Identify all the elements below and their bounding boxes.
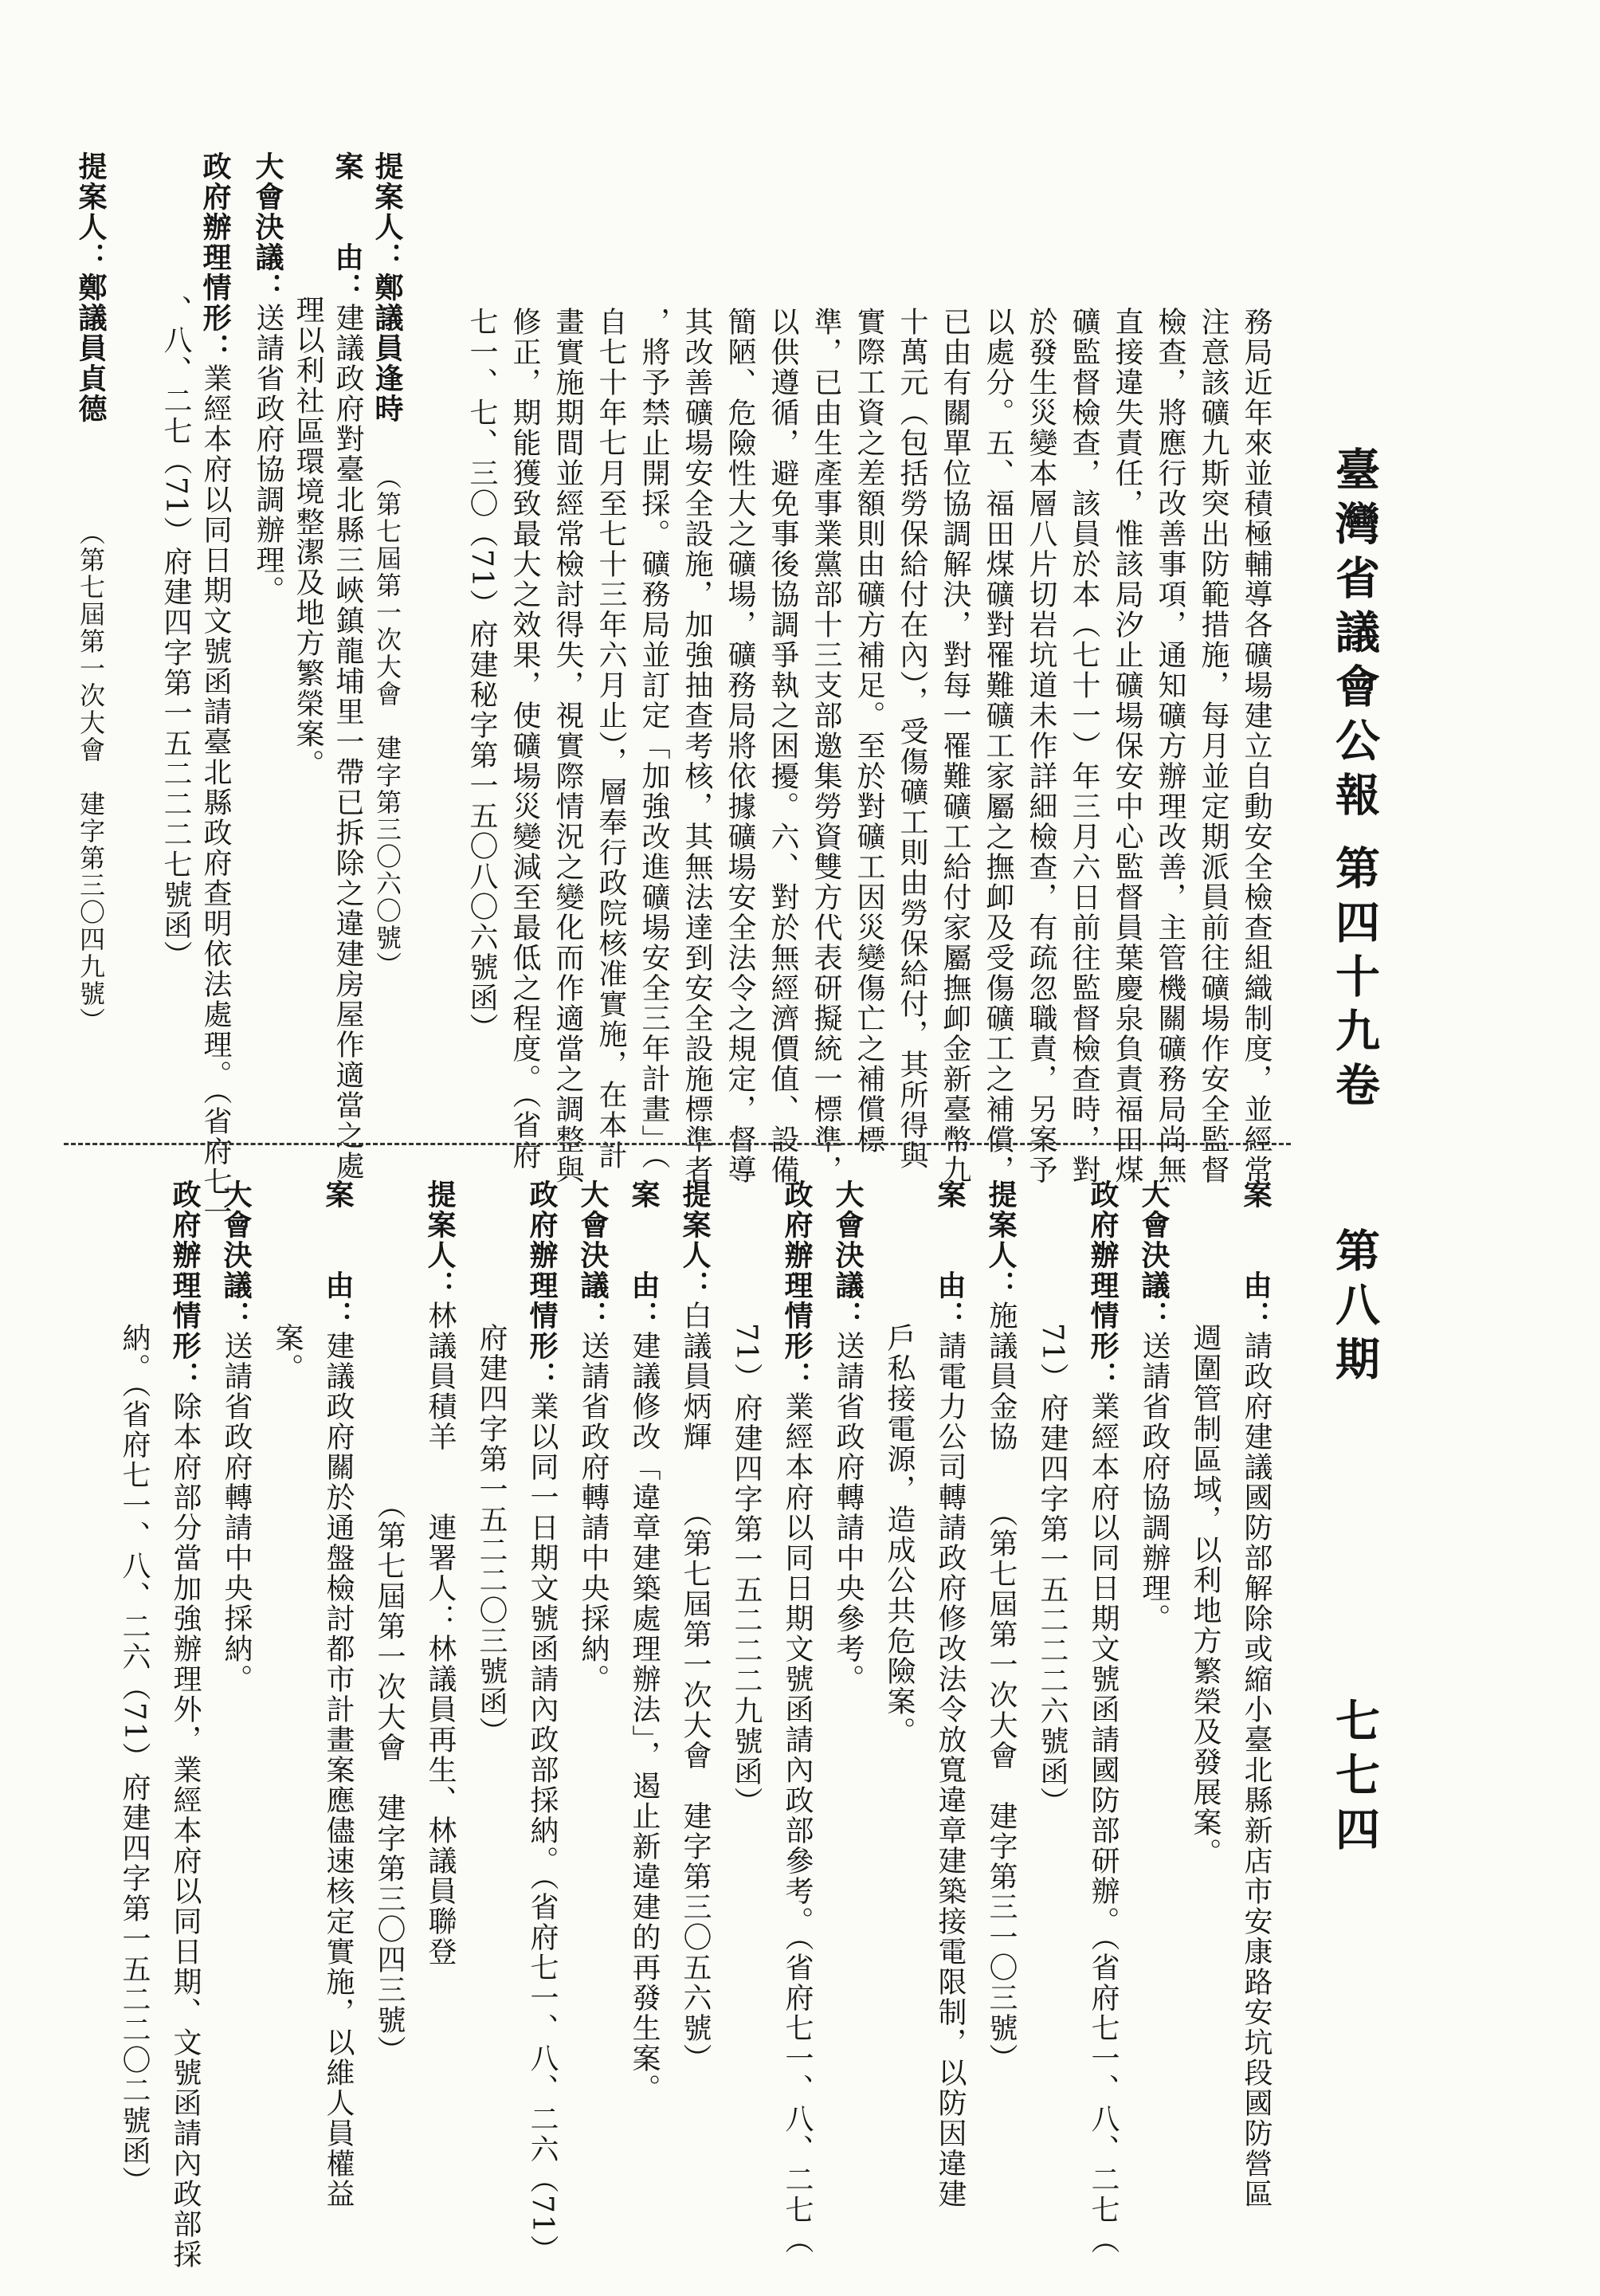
text-column [271,1179,304,1383]
text-column [730,1179,763,1817]
text-column [168,1179,202,2270]
text-column [984,1179,1018,2074]
field-text: 戶私接電源，造成公共危險案。 [883,1323,916,1747]
resolution-line: 大會決議：送請省政府協調辦理。 [251,151,284,606]
field-text: 建議政府關於通盤檢討都市計畫案應儘速核定實施，以維人員權益 [322,1331,355,2209]
text-column [321,1179,355,2209]
text-column [1189,1179,1222,1868]
govt-handling-line-cont: 、八、二七（71）府建四字第一五二二二七號函） [159,295,192,971]
field-label: 提案人： [423,1179,457,1301]
text-column: 十萬元（包括勞保給付在內），受傷礦工則由勞保給付，其所得與 [896,307,928,1171]
journal-title: 臺灣省議會公報 [1328,446,1381,826]
field-text: 請政府建議國防部解除或縮小臺北縣新店市安康路安坑段國防營區 [1240,1331,1273,2209]
page-number: 七七四 [1328,1697,1381,1860]
field-text: 白議員炳輝 （第七屆第一次大會 建字第三〇五六號） [679,1301,712,2074]
field-label: 大會決議： [576,1179,610,1331]
text-column: 七一、七、三〇（71）府建秘字第一五〇八〇六號函） [465,307,498,1043]
text-column [373,1179,406,2066]
field-text: 送請省政府轉請中央參考。 [832,1331,865,1694]
text-column: 簡陋、危險性大之礦場，礦務局將依據礦場安全法令之規定，督導 [724,307,756,1185]
text-column: 以處分。五、福田煤礦對罹難礦工家屬之撫卹及受傷礦工之補償， [982,307,1014,1185]
text-column: 準，已由生產事業黨部十三支部邀集勞資雙方代表研擬統一標準， [810,307,842,1185]
text-column: 務局近年來並積極輔導各礦場建立自動安全檢查組織制度，並經常 [1240,307,1273,1185]
text-column: 其改善礦場安全設施，加強抽查考核，其無法達到安全設施標準者 [680,307,713,1185]
text-column [1137,1179,1171,1634]
field-text: 送請省政府轉請中央採納。 [577,1331,610,1694]
text-column [525,1179,559,2265]
text-column: 已由有關單位協調解決，對每一罹難礦工給付家屬撫卹金新臺幣九 [939,307,971,1185]
proposer-name: 鄭議員逢時 [371,273,404,424]
field-label: 案 由： [321,1179,355,1331]
field-label: 提案人： [678,1179,712,1301]
field-label: 政府辦理情形： [1086,1179,1120,1391]
text-column [1036,1179,1069,1817]
field-text: 送請省政府協調辦理。 [1138,1331,1171,1634]
text-column: ，將予禁止開採。礦務局並訂定「加強改進礦場安全三年計畫」（ [637,307,670,1171]
field-text: 建議修改「違章建築處理辦法」，遏止新違建的再發生案。 [628,1331,661,2104]
field-text: 71）府建四字第一五二二二六號函） [1036,1323,1069,1817]
text-column: 自七十年七月至七十三年六月止），層奉行政院核准實施，在本計 [594,307,627,1171]
field-text: 業經本府以同日期文號函請國防部研辦。（省府七一、八、二七（ [1087,1391,1120,2255]
field-text: 送請省政府轉請中央採納。 [220,1331,253,1694]
field-text: 施議員金協 （第七屆第一次大會 建字第三一〇三號） [985,1301,1018,2074]
text-column [1086,1179,1120,2255]
field-label: 大會決議： [219,1179,253,1331]
case-reference: （第七屆第一次大會 建字第三〇四九號） [76,520,106,1034]
field-label: 案 由： [1239,1179,1273,1331]
text-column: 於發生災變本層八片切岩坑道未作詳細檢查，有疏忽職責，另案予 [1025,307,1057,1185]
proposer-name: 鄭議員貞德 [74,273,108,424]
text-column [831,1179,865,1694]
text-column [678,1179,712,2074]
text-column: 注意該礦九斯突出防範措施，每月並定期派員前往礦場作安全監督 [1197,307,1229,1185]
text-column [219,1179,253,1694]
text-column: 實際工資之差額則由礦方補足。至於對礦工因災變傷亡之補償標 [853,307,885,1155]
text-column [933,1179,967,2209]
field-text: 納。（省府七一、八、二六（71）府建四字第一五二二〇二號函） [118,1323,151,2196]
text-column [780,1179,814,2255]
field-label: 提案人： [984,1179,1018,1301]
field-text: 案。 [271,1323,304,1383]
field-text: 請電力公司轉請政府修改法令放寬違章建築接電限制，以防因違建 [934,1331,967,2209]
field-text: 71）府建四字第一五二二二九號函） [730,1323,763,1817]
text-column: 以供遵循，避免事後協調爭執之困擾。六、對於無經濟價值、設備 [767,307,799,1185]
text-column [423,1179,457,1967]
text-column [1239,1179,1273,2209]
volume-number: 第四十九卷 [1328,845,1381,1116]
text-column: 畫實施期間並經常檢討得失，視實際情況之變化而作適當之調整與 [551,307,584,1185]
text-column: 檢查，將應行改善事項，通知礦方辦理改善，主管機關礦務局尚無 [1154,307,1186,1185]
text-column [883,1179,916,1747]
subject-line-cont: 理以利社區環境整潔及地方繁榮案。 [292,295,324,779]
proposer-line: 提案人：鄭議員貞德（第七屆第一次大會 建字第三〇四九號） [74,151,108,1034]
text-column [627,1179,661,2104]
text-column: 直接違失責任，惟該局汐止礦場保安中心監督員葉慶泉負責福田煤 [1111,307,1143,1185]
proposer-line: 提案人：鄭議員逢時（第七屆第一次大會 建字第三〇六〇號） [371,151,404,979]
govt-handling-line: 政府辦理情形：業經本府以同日期文號函請臺北縣政府查明依法處理。（省府七一 [198,151,232,1227]
field-text: （第七屆第一次大會 建字第三〇四三號） [373,1323,406,2066]
field-text: 除本府部分當加強辦理外，業經本府以同日期、文號函請內政部採 [169,1391,202,2270]
field-label: 政府辦理情形： [525,1179,559,1391]
field-text: 週圍管制區域，以利地方繁榮及發展案。 [1189,1323,1222,1868]
field-text: 業以同一日期文號函請內政部採納。（省府七一、八、二六（71） [526,1391,559,2265]
field-text: 業經本府以同日期文號函請內政部參考。（省府七一、八、二七（ [781,1391,814,2255]
text-column [576,1179,610,1694]
field-label: 大會決議： [1137,1179,1171,1331]
field-text: 府建四字第一五二二〇三號函） [475,1323,508,1747]
section-divider [64,1143,1291,1145]
case-reference: （第七屆第一次大會 建字第三〇六〇號） [372,464,402,979]
issue-number: 第八期 [1328,1227,1381,1390]
field-label: 大會決議： [831,1179,865,1331]
subject-line: 案 由：建議政府對臺北縣三峽鎮龍埔里一帶已拆除之違建房屋作適當之處 [331,151,364,1181]
text-column [118,1179,151,2196]
field-label: 案 由： [933,1179,967,1331]
text-column: 修正，期能獲致最大之效果，使礦場災變減至最低之程度。（省府 [508,307,541,1171]
text-column [475,1179,508,1747]
text-column: 礦監督檢查，該員於本（七十一）年三月六日前往監督檢查時，對 [1068,307,1100,1185]
field-label: 政府辦理情形： [168,1179,202,1391]
field-label: 政府辦理情形： [780,1179,814,1391]
field-label: 案 由： [627,1179,661,1331]
field-text: 林議員積羊 連署人：林議員再生、林議員聯登 [424,1301,457,1967]
